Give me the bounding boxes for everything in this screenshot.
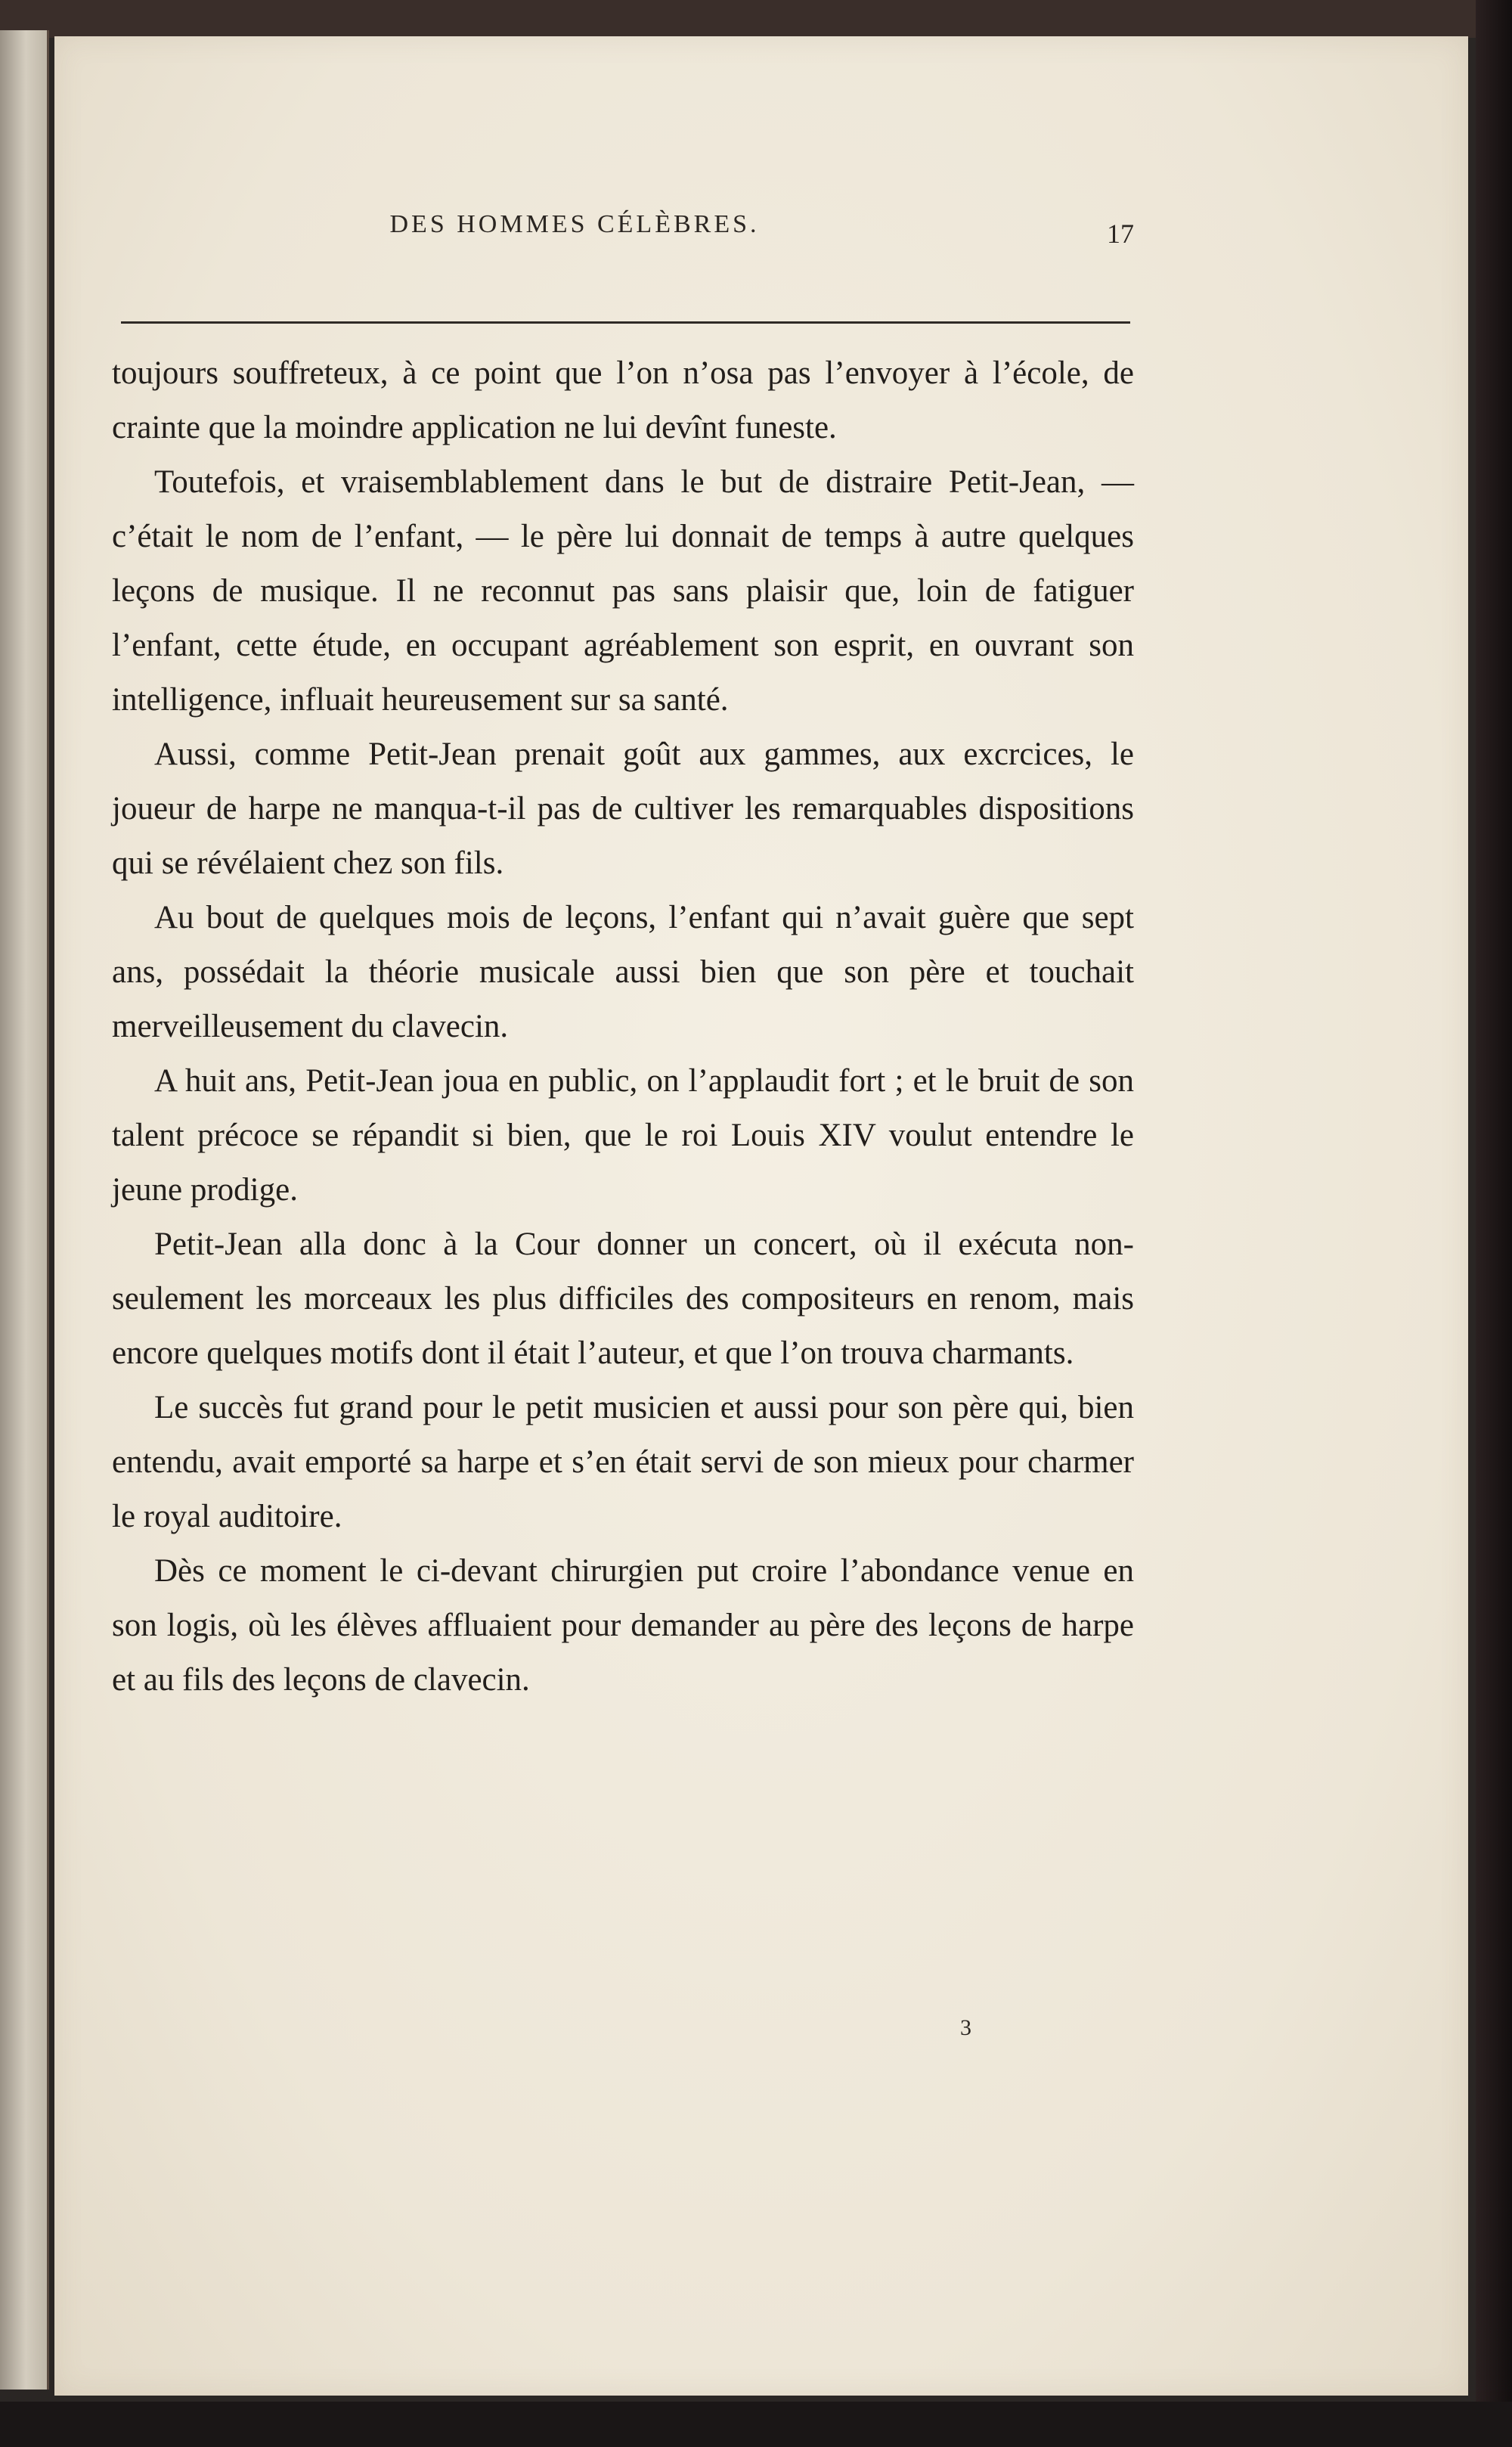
book-cover-edge (1476, 0, 1512, 2447)
book-bottom-edge (0, 2402, 1512, 2447)
paragraph: Toutefois, et vraisemblablement dans le but de distraire Petit-Jean, — c’était le nom de l’enfant, — le père lui donnait de temps à autre quelques leçons de musique. Il ne reconnut pas sans plaisir que, loin de fatiguer l’enfant, cette étude, en occupant agréablement son esprit, en ouvrant son intelligence, influait heureusement sur sa santé. (112, 464, 1134, 718)
body-text (112, 346, 1134, 1707)
paragraph: A huit ans, Petit-Jean joua en public, on l’applaudit fort ; et le bruit de son talent précoce se répandit si bien, que le roi Louis XIV voulut entendre le jeune prodige. (112, 1063, 1134, 1208)
header-rule (121, 321, 1130, 324)
running-title: DES HOMMES CÉLÈBRES. (389, 210, 760, 238)
paragraph: toujours souffreteux, à ce point que l’on n’osa pas l’envoyer à l’école, de crainte que la moindre application ne lui devînt funeste. (112, 355, 1134, 445)
paragraph: Petit-Jean alla donc à la Cour donner un concert, où il exécuta non-seulement les morceaux les plus difficiles des compositeurs en renom, mais encore quelques motifs dont il était l’auteur, et que l’on trouva charmants. (112, 1227, 1134, 1371)
book-top-edge (0, 0, 1512, 38)
paragraph: Aussi, comme Petit-Jean prenait goût aux gammes, aux excrcices, le joueur de harpe ne manqua-t-il pas de cultiver les remarquables dispositions qui se révélaient chez son fils. (112, 737, 1134, 881)
paragraph: Dès ce moment le ci-devant chirurgien put croire l’abondance venue en son logis, où les élèves affluaient pour demander au père des leçons de harpe et au fils des leçons de clavecin. (112, 1553, 1134, 1698)
paragraph: Au bout de quelques mois de leçons, l’enfant qui n’avait guère que sept ans, possédait la théorie musicale aussi bien que son père et touchait merveilleusement du clavecin. (112, 900, 1134, 1044)
running-header (121, 210, 1134, 278)
signature-mark: 3 (960, 2015, 971, 2040)
facing-page-edge (0, 30, 49, 2390)
page-number: 17 (1107, 219, 1134, 249)
paragraph: Le succès fut grand pour le petit musicien et aussi pour son père qui, bien entendu, avait emporté sa harpe et s’en était servi de son mieux pour charmer le royal auditoire. (112, 1390, 1134, 1534)
